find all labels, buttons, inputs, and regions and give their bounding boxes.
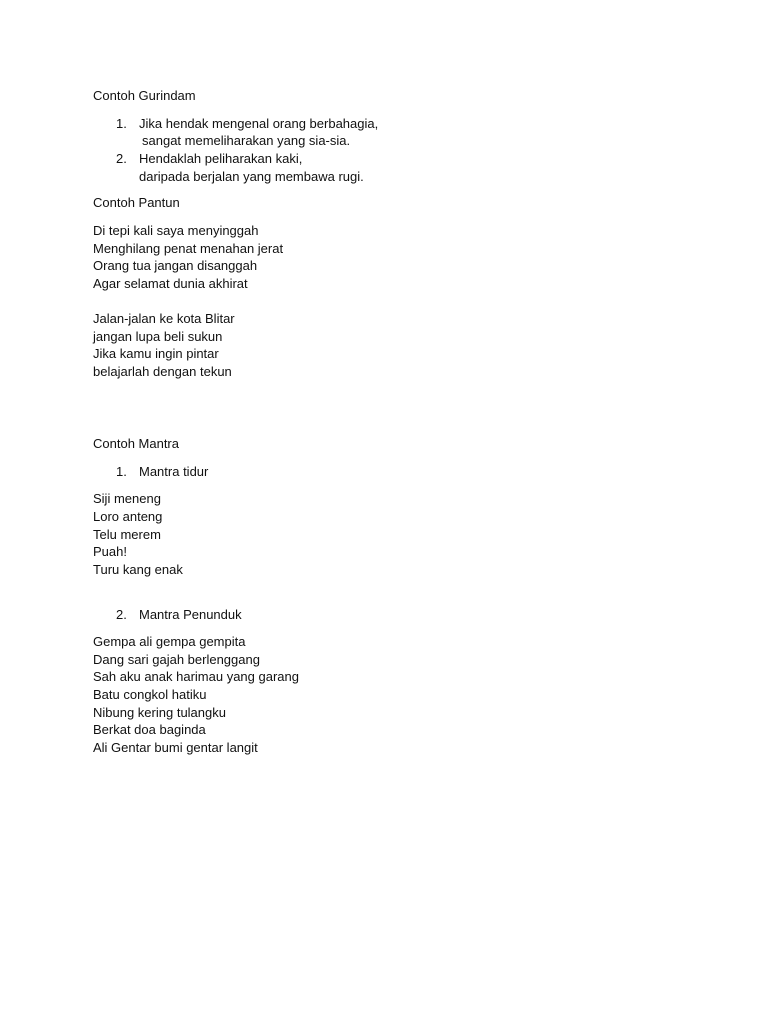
pantun-2-line-3: Jika kamu ingin pintar <box>93 346 219 361</box>
gurindam-item-2-line-1: Hendaklah peliharakan kaki, <box>139 151 303 166</box>
pantun-2-line-1: Jalan-jalan ke kota Blitar <box>93 311 235 326</box>
gurindam-item-1-line-2: sangat memeliharakan yang sia-sia. <box>142 133 351 148</box>
pantun-2-line-2: jangan lupa beli sukun <box>93 329 223 344</box>
mantra-2-line-5: Nibung kering tulangku <box>93 705 226 720</box>
mantra-1-line-5: Turu kang enak <box>93 562 183 577</box>
mantra-1-line-1: Siji meneng <box>93 491 161 506</box>
gurindam-item-2-line-2: daripada berjalan yang membawa rugi. <box>139 169 364 184</box>
mantra-2-line-3: Sah aku anak harimau yang garang <box>93 669 299 684</box>
mantra-item-2-number: 2. <box>116 607 127 622</box>
pantun-1-line-1: Di tepi kali saya menyinggah <box>93 223 259 238</box>
gurindam-item-2-number: 2. <box>116 151 127 166</box>
pantun-1-line-3: Orang tua jangan disanggah <box>93 258 258 273</box>
mantra-2-line-6: Berkat doa baginda <box>93 722 206 737</box>
pantun-1-line-4: Agar selamat dunia akhirat <box>93 276 248 291</box>
pantun-2-line-4: belajarlah dengan tekun <box>93 364 232 379</box>
pantun-1-line-2: Menghilang penat menahan jerat <box>93 241 284 256</box>
gurindam-item-1-line-1: Jika hendak mengenal orang berbahagia, <box>139 116 379 131</box>
mantra-item-1-title: Mantra tidur <box>139 464 209 479</box>
mantra-2-line-1: Gempa ali gempa gempita <box>93 634 246 649</box>
mantra-heading: Contoh Mantra <box>93 436 179 451</box>
mantra-2-line-4: Batu congkol hatiku <box>93 687 207 702</box>
mantra-2-line-2: Dang sari gajah berlenggang <box>93 652 260 667</box>
mantra-1-line-3: Telu merem <box>93 527 161 542</box>
mantra-1-line-4: Puah! <box>93 544 127 559</box>
mantra-2-line-7: Ali Gentar bumi gentar langit <box>93 740 258 755</box>
gurindam-item-1-number: 1. <box>116 116 127 131</box>
mantra-1-line-2: Loro anteng <box>93 509 163 524</box>
gurindam-heading: Contoh Gurindam <box>93 88 196 103</box>
mantra-item-2-title: Mantra Penunduk <box>139 607 242 622</box>
pantun-heading: Contoh Pantun <box>93 195 180 210</box>
mantra-item-1-number: 1. <box>116 464 127 479</box>
